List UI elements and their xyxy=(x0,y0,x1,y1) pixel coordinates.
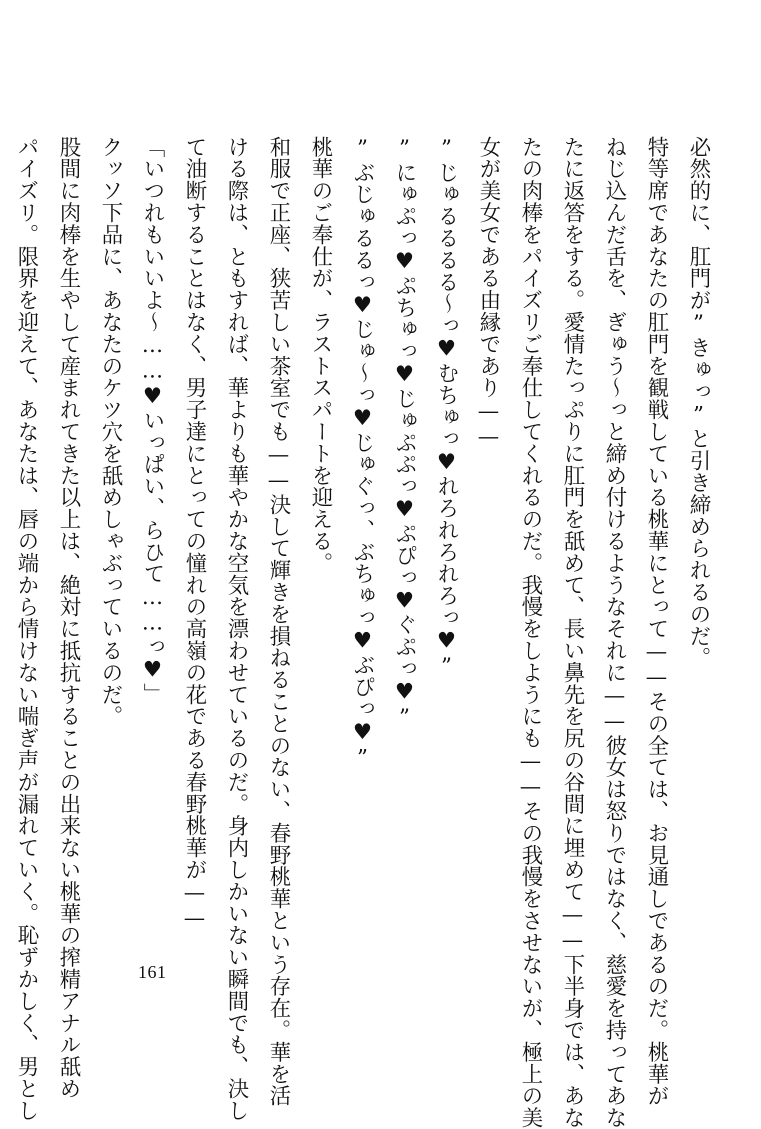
text-line-7: ”じゅるるるる〜っ♥むちゅっ♥れろれろれろっ♥” xyxy=(434,136,459,680)
page-number: 161 xyxy=(138,962,167,982)
text-line-17: パイズリ。限界を迎えて、あなたは、唇の端から情けない喘ぎ声が漏れていく。恥ずかしく、男とし xyxy=(14,136,39,1122)
text-line-8: ”にゅぷっ♥ぷちゅっ♥じゅぷぷっ♥ぷぴっ♥ぐぷっ♥” xyxy=(392,136,417,731)
text-line-3: ねじ込んだ舌を、ぎゅう〜っと締め付けるようなそれに——彼女は怒りではなく、慈愛を持ってあな xyxy=(602,136,627,1129)
text-line-15: クッソ下品に、あなたのケツ穴を舐めしゃぶっているのだ。 xyxy=(98,136,123,728)
text-line-14: 「いつれもいいよ〜……♥いっぱい、らひて……っ♥」 xyxy=(140,136,165,706)
text-line-11: 和服で正座、狭苦しい茶室でも——決して輝きを損ねることのない、春野桃華という存在。華を活 xyxy=(266,136,291,1107)
text-line-5: たの肉棒をパイズリご奉仕してくれるのだ。我慢をしようにも——その我慢をさせないが、極上の美 xyxy=(518,136,543,1129)
text-line-1: 必然的に、肛門が”きゅっ”と引き締められるのだ。 xyxy=(686,136,711,669)
text-line-16: 股間に肉棒を生やして産まれてきた以上は、絶対に抵抗することの出来ない桃華の搾精アナル舐め xyxy=(56,136,81,1100)
text-line-13: て油断することはなく、男子達にとっての憧れの高嶺の花である春野桃華が—— xyxy=(182,136,207,932)
text-line-2: 特等席であなたの肛門を観戦している桃華にとって——その全ては、お見通しであるのだ。桃華が xyxy=(644,136,669,1107)
text-line-9: ”ぶじゅるるっ♥じゅ〜っ♥じゅぐっ、ぶちゅっ♥ぶぴっ♥” xyxy=(350,136,375,771)
text-line-18 xyxy=(0,136,5,936)
text-line-12: ける際は、ともすれば、華よりも華やかな空気を漂わせているのだ。身内しかいない瞬間でも、決し xyxy=(224,136,249,1122)
text-line-4: たに返答をする。愛情たっぷりに肛門を舐めて、長い鼻先を尻の谷間に埋めて——下半身では、あな xyxy=(560,136,585,1129)
text-line-6: 女が美女である由縁であり—— xyxy=(476,136,501,450)
text-line-10: 桃華のご奉仕が、ラストスパートを迎える。 xyxy=(308,136,333,574)
